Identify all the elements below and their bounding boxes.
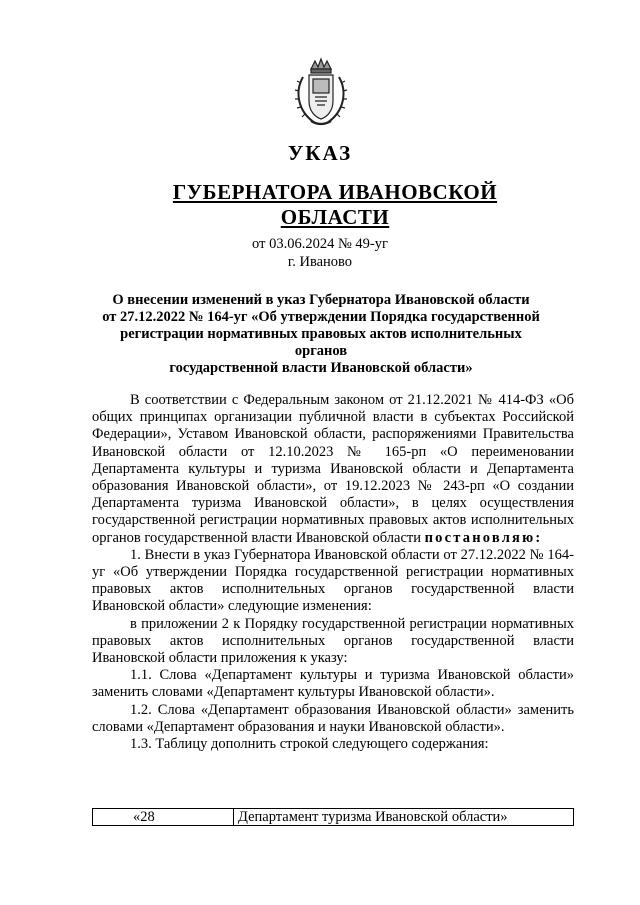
heading-line: государственной власти Ивановской области» <box>169 360 473 376</box>
document-city: г. Иваново <box>287 254 353 270</box>
paragraph-1: 1. Внести в указ Губернатора Ивановской области от 27.12.2022 № 164-уг «Об утверждении Порядка государственной регистрации нормативных правовых актов исполнительных органов государственной власти Ивановской области» следующие изменения: <box>92 546 574 615</box>
resolve-word: постановляю: <box>424 529 543 546</box>
document-body <box>92 392 574 753</box>
paragraph-1-2: 1.2. Слова «Департамент образования Ивановской области» заменить словами «Департамент образования и науки Ивановской области». <box>92 701 574 735</box>
table-cell-number: «28 <box>93 809 234 826</box>
paragraph-1-1: 1.1. Слова «Департамент культуры и туризма Ивановской области» заменить словами «Департамент культуры Ивановской области». <box>92 667 574 701</box>
preamble-text: В соответствии с Федеральным законом от 21.12.2021 № 414-ФЗ «Об общих принципах организации публичной власти в субъектах Российской Федерации», Уставом Ивановской области, распоряжениями Правительства Ивановской области от 12.10.2023 № 165-рп «О переименовании Департамента культуры и туризма Ивановской области и Департамента образования Ивановской области», от 19.12.2023 № 243-рп «О создании Департамента туризма Ивановской области», в целях осуществления государственной регистрации нормативных правовых актов исполнительных органов государственной власти Ивановской области <box>92 392 574 546</box>
preamble-paragraph <box>92 392 574 547</box>
heading-line: О внесении изменений в указ Губернатора Ивановской области <box>112 292 530 308</box>
paragraph-1-3: 1.3. Таблицу дополнить строкой следующего содержания: <box>130 736 489 753</box>
document-date-number: от 03.06.2024 № 49-уг <box>252 236 388 252</box>
paragraph-annex: в приложении 2 к Порядку государственной регистрации нормативных правовых актов исполнительных органов государственной власти Ивановской области приложения к указу: <box>92 615 574 667</box>
heading-line: от 27.12.2022 № 164-уг «Об утверждении Порядка государственной <box>102 309 540 325</box>
document-type-title: УКАЗ <box>287 141 353 165</box>
addition-table <box>92 808 574 826</box>
table-cell-name: Департамент туризма Ивановской области» <box>234 809 574 826</box>
heading-line: регистрации нормативных правовых актов исполнительных органов <box>120 326 522 359</box>
issuer-title: ГУБЕРНАТОРА ИВАНОВСКОЙ ОБЛАСТИ <box>172 180 498 229</box>
document-heading <box>96 292 546 377</box>
coat-of-arms-icon <box>293 57 349 131</box>
table-row <box>93 809 574 826</box>
